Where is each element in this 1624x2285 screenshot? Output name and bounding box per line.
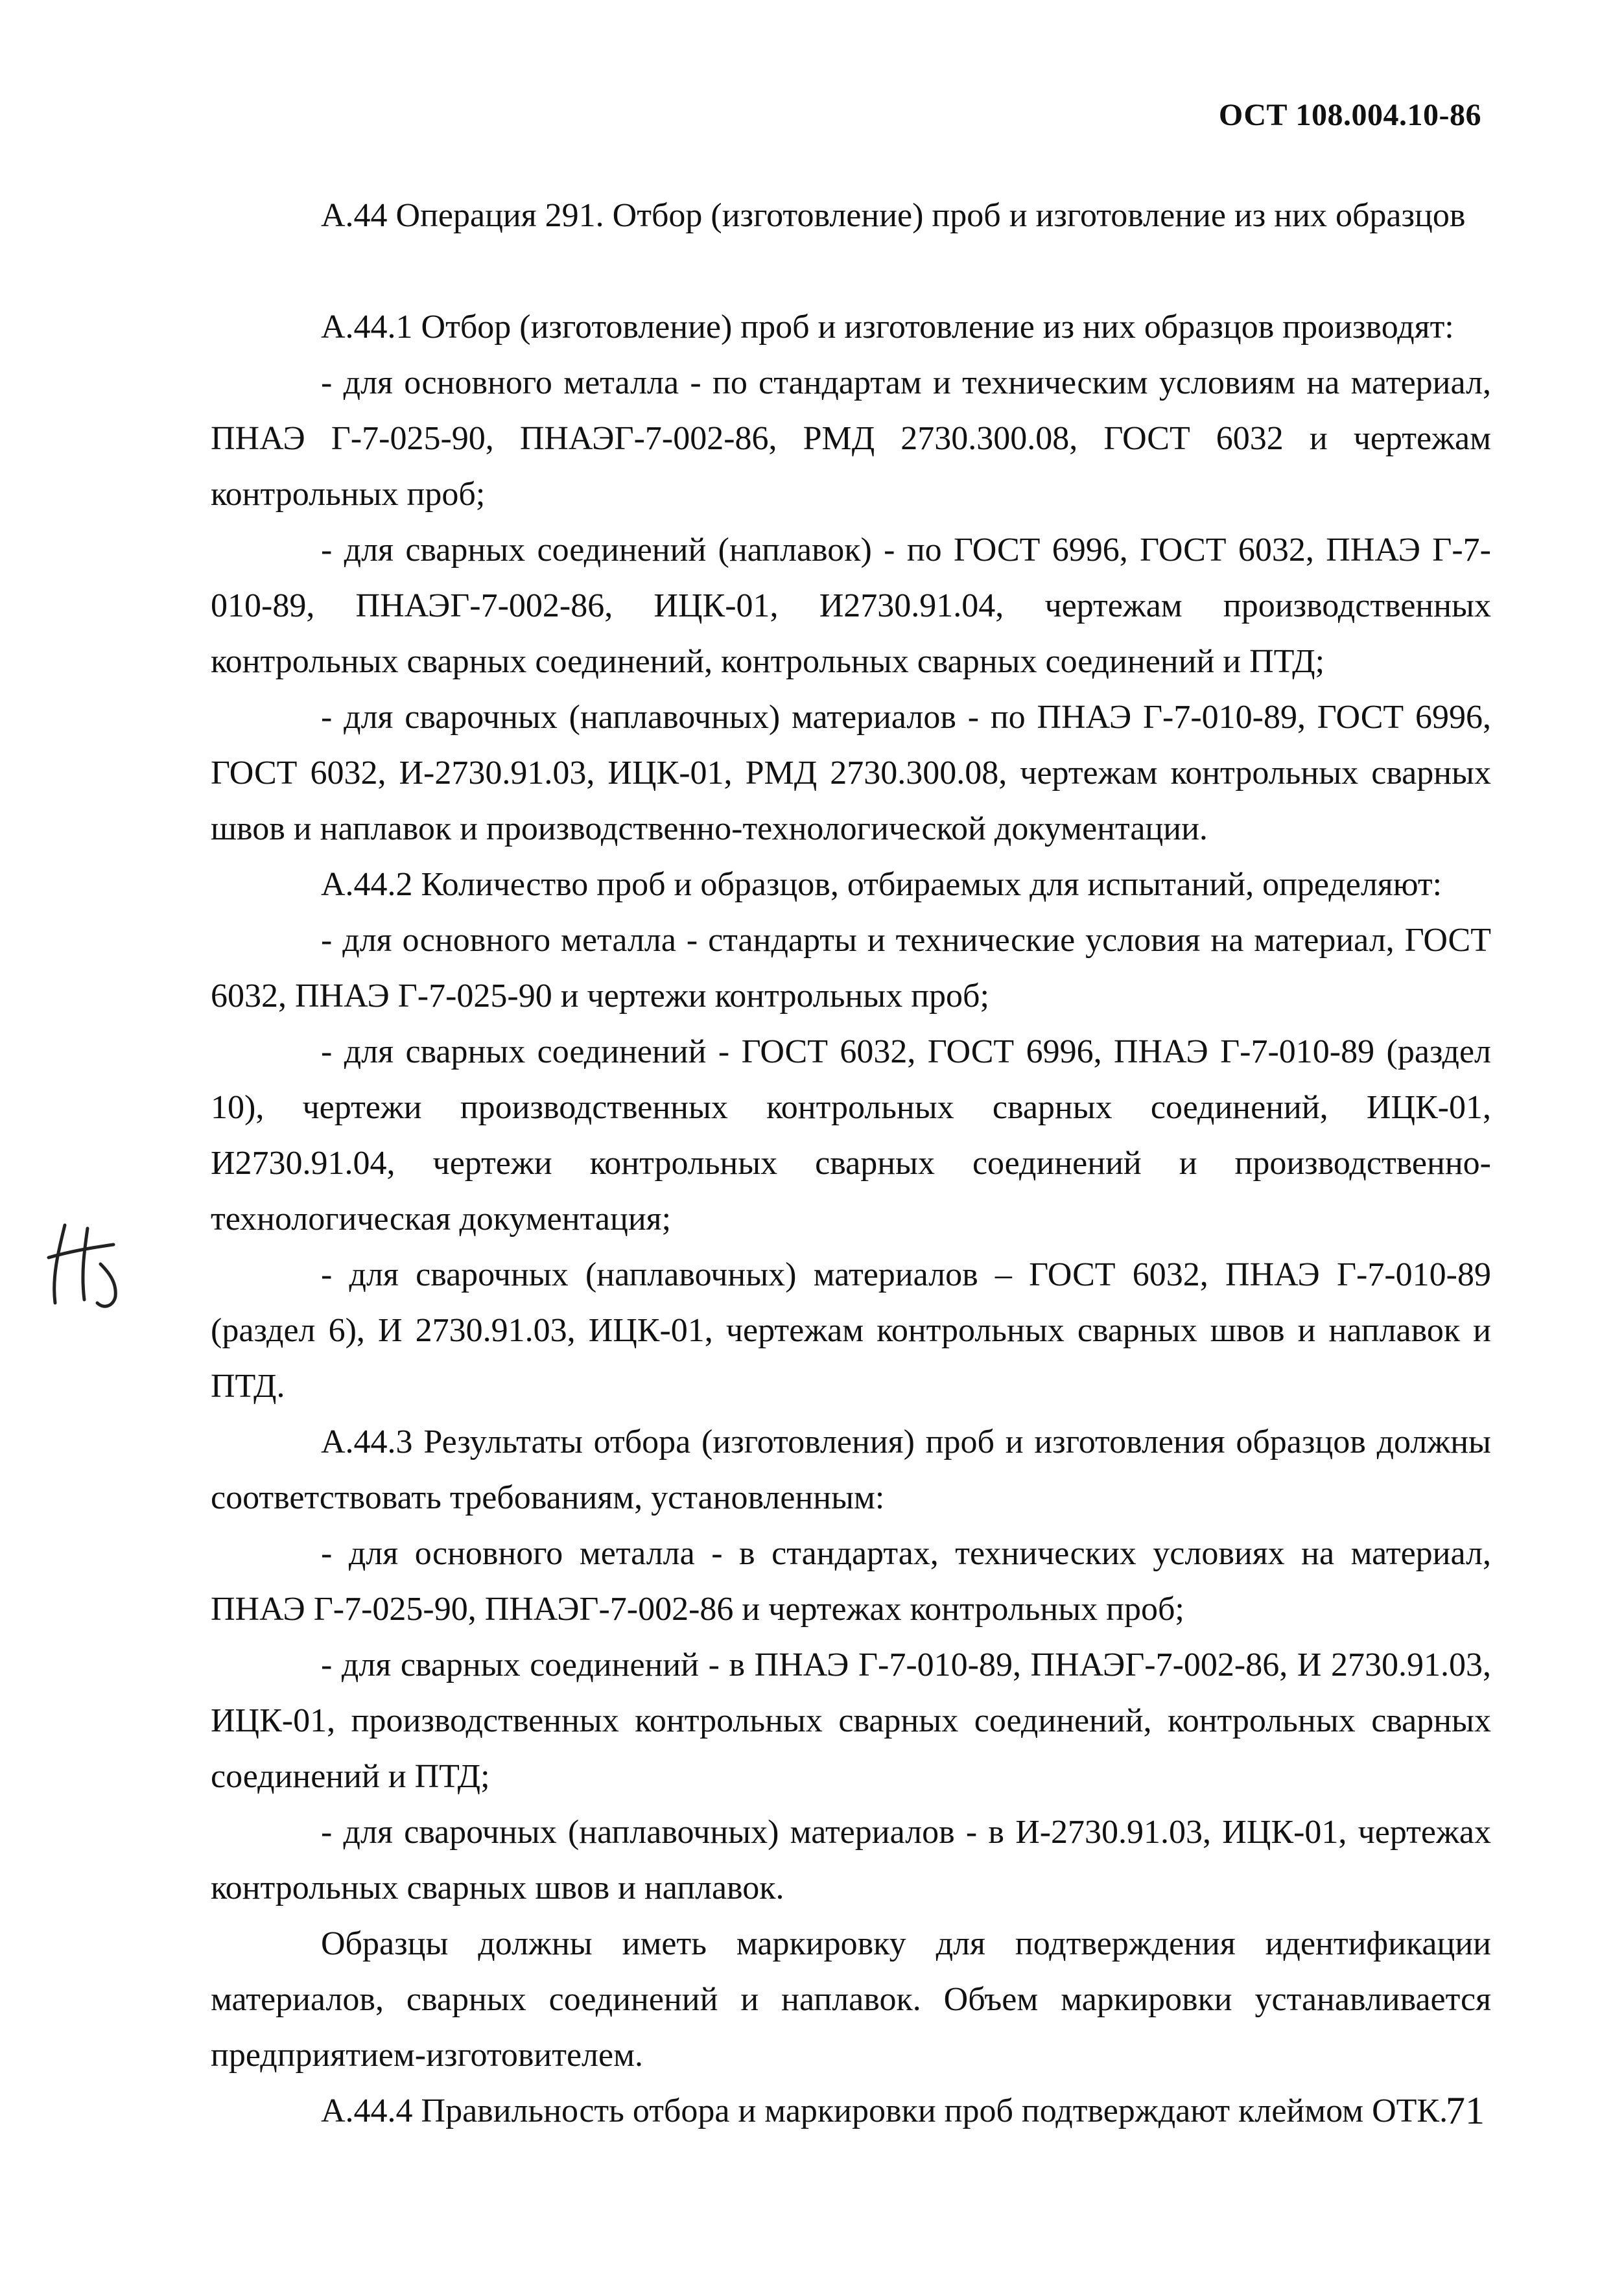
paragraph-marking: Образцы должны иметь маркировку для подтверждения идентификации материалов, сварных соединений и наплавок. Объем маркировки устанавливается предприятием-изготовителем.	[211, 1925, 1491, 2074]
list-item: - для сварочных (наплавочных) материалов - в И-2730.91.03, ИЦК-01, чертежах контрольных сварных швов и наплавок.	[211, 1814, 1491, 1906]
handwritten-mark-icon	[39, 1212, 130, 1316]
list-item: - для сварных соединений - ГОСТ 6032, ГОСТ 6996, ПНАЭ Г-7-010-89 (раздел 10), чертежи производственных контрольных сварных соединений, ИЦК-01, И2730.91.04, чертежи контрольных сварных соединений и производственно-технологическая документация;	[211, 1033, 1491, 1237]
list-item: - для сварных соединений (наплавок) - по ГОСТ 6996, ГОСТ 6032, ПНАЭ Г-7-010-89, ПНАЭГ-7-002-86, ИЦК-01, И2730.91.04, чертежам производственных контрольных сварных соединений, контрольных сварных соединений и ПТД;	[211, 532, 1491, 680]
document-code: ОСТ 108.004.10-86	[1218, 98, 1481, 132]
list-item: - для основного металла - стандарты и технические условия на материал, ГОСТ 6032, ПНАЭ Г-7-025-90 и чертежи контрольных проб;	[211, 922, 1491, 1014]
list-item: - для сварочных (наплавочных) материалов – ГОСТ 6032, ПНАЭ Г-7-010-89 (раздел 6), И 2730.91.03, ИЦК-01, чертежам контрольных сварных швов и наплавок и ПТД.	[211, 1256, 1491, 1405]
page-number: 71	[1446, 2089, 1485, 2132]
document-body	[211, 188, 1491, 2139]
paragraph-a44-4: А.44.4 Правильность отбора и маркировки проб подтверждают клеймом ОТК.	[321, 2092, 1448, 2129]
list-item: - для сварных соединений - в ПНАЭ Г-7-010-89, ПНАЭГ-7-002-86, И 2730.91.03, ИЦК-01, производственных контрольных сварных соединений, контрольных сварных соединений и ПТД;	[211, 1646, 1491, 1795]
section-title: А.44 Операция 291. Отбор (изготовление) проб и изготовление из них образцов	[321, 197, 1466, 234]
list-item: - для основного металла - в стандартах, технических условиях на материал, ПНАЭ Г-7-025-90, ПНАЭГ-7-002-86 и чертежах контрольных проб;	[211, 1535, 1491, 1628]
list-item: - для основного металла - по стандартам и техническим условиям на материал, ПНАЭ Г-7-025-90, ПНАЭГ-7-002-86, РМД 2730.300.08, ГОСТ 6032 и чертежам контрольных проб;	[211, 364, 1491, 513]
paragraph-a44-3: А.44.3 Результаты отбора (изготовления) проб и изготовления образцов должны соответствовать требованиям, установленным:	[211, 1424, 1491, 1516]
paragraph-a44-2: А.44.2 Количество проб и образцов, отбираемых для испытаний, определяют:	[321, 866, 1442, 903]
paragraph-a44-1: А.44.1 Отбор (изготовление) проб и изготовление из них образцов производят:	[321, 309, 1454, 346]
list-item: - для сварочных (наплавочных) материалов - по ПНАЭ Г-7-010-89, ГОСТ 6996, ГОСТ 6032, И-2730.91.03, ИЦК-01, РМД 2730.300.08, чертежам контрольных сварных швов и наплавок и производственно-технологической документации.	[211, 699, 1491, 847]
